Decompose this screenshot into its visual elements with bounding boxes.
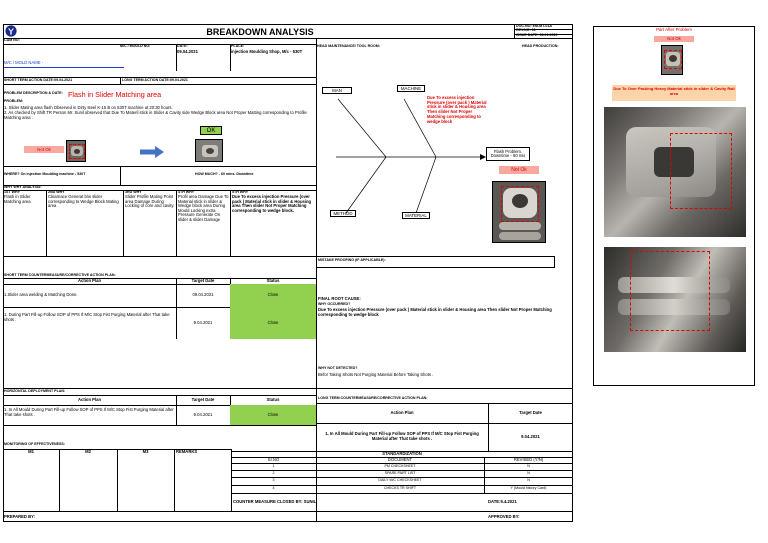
fishbone-material: MATERIAL <box>402 212 430 219</box>
fishbone-cause: Due To excess injection Pressure (over pack ) Material stick in slider & Housing area Then slider Not Proper Matching corresponding to wedge block <box>427 95 487 124</box>
mon-col-remarks: REMARKS <box>176 448 198 454</box>
why-2-head: 2ND WHY <box>48 190 65 194</box>
head-maint-label: HEAD MAINTENANCE/ TOOL ROOM: <box>317 44 380 48</box>
ok-label: OK <box>200 126 222 135</box>
logo-icon <box>5 25 17 37</box>
hz-row-date: 9.04.2021 <box>193 411 213 417</box>
place-label: PLACE: <box>231 44 245 48</box>
long-term-label: LONG TERM COUNTERMEASURE/CORRECTIVE ACTION PLAN: <box>318 396 428 400</box>
st-row-2-status: Close <box>230 307 316 339</box>
hz-head-date: Target Date <box>191 396 215 402</box>
hz-row-plan: 1. In All Mould During Part Fill-up Follow SOP of PPS If M/C Stop Fist Purging Material after That take shots . <box>4 407 174 417</box>
fishbone-part-photo <box>492 181 546 243</box>
std-row-3-doc: DAILY M/C CHECKSHEET <box>378 478 422 483</box>
monitoring-label: MONITORING OF EFFECTIVENESS: <box>4 442 66 446</box>
cam-no-label: CAM NO: <box>4 38 20 42</box>
st-head-status: Status <box>266 277 280 283</box>
st-head-plan: Action Plan <box>77 277 102 283</box>
side-mid-label: Due To Over Packing Heavy Material stick in slider & Cavity Rail area <box>612 85 736 101</box>
std-row-1-rev: N <box>527 463 530 468</box>
fishbone-method: METHOD <box>330 210 356 217</box>
std-row-3-no: 3 <box>272 478 275 483</box>
side-mold-photo-1 <box>604 107 746 237</box>
fishbone-effect: Flash Problem. Downtime - 60 mis <box>486 147 530 161</box>
short-term-date: SHORT TERM ACTION DATE:09.04.2021 <box>4 77 73 82</box>
mon-col-m3: M3 <box>142 448 149 454</box>
why-col-1 <box>4 191 45 204</box>
why-4-text: Profil area Damage Due To Material stick in slider & Wedge block area During Mould Locking extra Pressure Generate On slider & slider Damage <box>178 193 229 222</box>
st-row-1-plan: 1.Slider area welding & Matching Done. <box>4 292 78 297</box>
not-ok-label: Not Ok <box>24 146 64 153</box>
side-top-photo <box>661 45 683 75</box>
date-value: 09.04.2021 <box>177 49 198 54</box>
part-photo-ok <box>195 139 223 162</box>
mc-mould-name: M/C / MOLD NAME - <box>4 60 44 65</box>
not-detected-text: Befor Taking Shots Not Purging Material Before Taking Shots . <box>318 372 434 377</box>
why-col-3 <box>125 191 175 209</box>
part-photo-not-ok <box>66 140 86 162</box>
std-row-2-rev: N <box>527 470 530 475</box>
problem-line-2: 2. As checked by Shift TR Person Mr. Sunil observed that Due To Materil stick in Slider & Cavity side Wedge Block area Not Proper Matting corresponding to Profile Matching area . <box>4 110 307 120</box>
lt-head-plan: Action Plan <box>390 409 414 415</box>
why-3-text: Slider Profile Mating Point area Damage During Locking of core and cavity. <box>125 193 175 209</box>
why-1-text: Flash in Slider Matching area <box>4 193 31 204</box>
company-logo <box>5 25 17 37</box>
approved-by: APPROVED BY: <box>488 514 520 519</box>
place-value: injection Moulding Shop, M/c - 530T <box>231 49 303 54</box>
std-head-no: Sr.NO <box>267 456 280 462</box>
closed-by: COUNTER MEASURE CLOSED BY: SUNIL <box>233 499 317 504</box>
short-term-label: SHORT TERM COUNTERMEASURE/CORRECTIVE ACTION PLAN: <box>4 272 116 277</box>
mc-mould-label: M/C / MOULD NO: <box>120 44 151 48</box>
not-detected-label: WHY NOT DETECTED? <box>318 366 358 370</box>
std-row-3-rev: N <box>527 478 530 483</box>
horizontal-label: HORIZONTAL DEPLOYMENT PLAN: <box>4 388 66 393</box>
head-prod-label: HEAD PRODUCTION: <box>522 44 559 48</box>
fishbone-bone-method <box>346 157 386 213</box>
problem-label: PROBLEM: <box>4 99 24 103</box>
fishbone-bone-material <box>416 157 436 213</box>
fishbone-not-ok: Not Ok <box>499 166 539 174</box>
long-term-date: LONG TERM ACTION DATE:09.04.2021 <box>122 77 188 82</box>
why-why-label: WHY WHY ANALYSIS: <box>4 184 42 189</box>
arrow-right-icon <box>140 146 164 159</box>
std-head-rev: REVISED (Y/N) <box>513 456 544 462</box>
mon-col-m2: M2 <box>85 448 91 454</box>
why-col-5 <box>232 191 314 213</box>
close-date: DATE:9.4.2021 <box>488 499 517 504</box>
how-much-text: HOW MUCH? - 60 mins. Downtime <box>195 172 254 176</box>
lt-head-date: Target Date <box>519 409 542 415</box>
st-row-2-date: 9.04.2021 <box>193 319 213 325</box>
st-head-date: Target Date <box>191 277 215 283</box>
std-row-1-no: 1 <box>272 463 275 468</box>
prepared-by: PREPARED BY: <box>4 514 36 519</box>
fishbone-machine: MACHINE <box>397 85 425 92</box>
st-row-1-date: 09.04.2021 <box>192 292 214 298</box>
std-label: STANDARDIZATION <box>382 450 422 456</box>
why-occurred-label: WHY OCCURRED? <box>318 302 351 306</box>
std-head-doc: DOCUMENT <box>387 456 413 462</box>
page-title: BREAKDOWN ANALYSIS <box>206 26 314 37</box>
std-row-4-doc: CHECKS TR SHIFT <box>383 486 417 491</box>
st-row-2-plan: 1. During Part Fill-up Follow SOP of PPS If M/C Stop Fist Purging Material after That take shots . <box>4 312 170 322</box>
std-row-4-rev: Y (Mould history Card) <box>510 486 547 491</box>
hz-row-status: Close <box>230 405 316 425</box>
fishbone-man: MAN <box>322 87 352 94</box>
hz-head-plan: Action Plan <box>77 396 102 402</box>
fishbone-bone-man <box>338 99 386 157</box>
st-row-1-status: Close <box>230 284 316 307</box>
why-col-4 <box>178 191 229 223</box>
why-occurred-text: Due To excess injection Pressure (over pack ) Material stick in slider & Housing area Then slider Not Proper Matching corresponding to wedge block <box>318 307 552 317</box>
std-row-4-no: 4 <box>272 486 275 491</box>
date-label: DATE: <box>177 44 188 48</box>
side-top-not-ok: Not Ok <box>654 36 694 42</box>
doc-no: DOC.NO: EM-MT-01A <box>516 23 552 28</box>
side-top-label: Part After Problem <box>656 27 692 32</box>
why-3-head: 3RD WHY <box>125 190 142 194</box>
issue-date: ISSUE DATE: 03.01.2020 <box>516 32 558 37</box>
hz-head-status: Status <box>266 396 280 402</box>
problem-line-1: 1. Slider Mating area flash Observed in Dirty steel K-15 B on 530T machine at 20:30 hours. <box>4 105 173 110</box>
root-cause-label: FINAL ROOT CAUSE: <box>318 296 361 301</box>
mistake-proofing-label: MISTAKE PROOFING (IF APPLICABLE): <box>318 258 386 262</box>
problem-title: Flash in Slider Matching area <box>68 89 162 99</box>
why-5-text: Due To excess injection Pressure (over pack ) Material stick in slider & Housing area Then slider Not Proper Matching corresponding to wedge block. <box>232 193 312 213</box>
why-4-head: 4TH WHY <box>178 190 195 194</box>
problem-desc-label: PROBLEM DESCRIPTION & DATE: <box>4 90 63 95</box>
why-2-text: Clearnace Generat b/w slider corresponding to Wedge Block Mating area <box>48 193 119 209</box>
rev-no: REV.NO: 00 <box>516 28 536 33</box>
std-row-2-no: 2 <box>272 470 275 475</box>
why-5-head: 5TH WHY <box>232 190 249 194</box>
side-mold-photo-2 <box>604 247 746 352</box>
std-row-1-doc: PM CHECKSHEET <box>384 463 416 468</box>
why-col-2 <box>48 191 122 209</box>
std-row-2-doc: SPARE PART LIST <box>384 470 416 475</box>
where-text: WHERE? On injection Moulding machine - 530T <box>4 172 86 176</box>
mon-col-m1: M1 <box>28 448 34 454</box>
lt-row-plan: 1. In All Mould During Part Fill-up Follow SOP of PPS If M/C Stop Fist Purging Material after That take shots . <box>325 431 479 441</box>
why-1-head: 1ST WHY <box>4 190 20 194</box>
lt-row-date: 9.04.2021 <box>521 433 540 439</box>
